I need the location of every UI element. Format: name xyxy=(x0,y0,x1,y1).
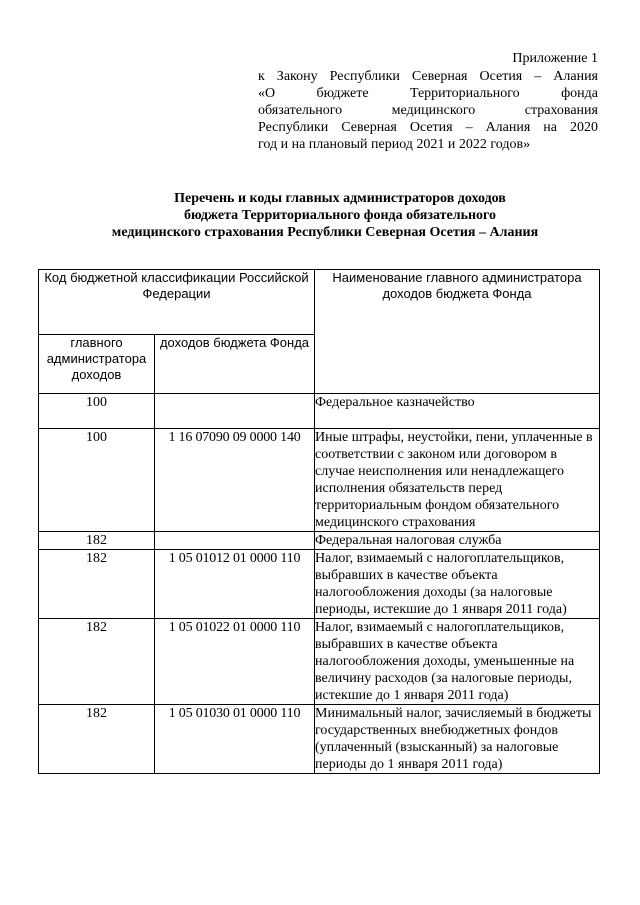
table-row xyxy=(39,619,600,705)
admin-code-cell: 182 xyxy=(39,532,155,550)
admin-code-cell: 100 xyxy=(39,394,155,429)
administrators-table xyxy=(38,269,600,774)
appendix-title: Приложение 1 xyxy=(512,51,598,66)
header-fund-income: доходов бюджета Фонда xyxy=(155,335,315,394)
appendix-line: «О бюджете Территориального фонда xyxy=(258,86,598,101)
admin-code-cell: 182 xyxy=(39,619,155,705)
income-code-cell: 1 05 01012 01 0000 110 xyxy=(155,550,315,619)
administrator-name-cell: Иные штрафы, неустойки, пени, уплаченные в соответствии с законом или договором в случае неисполнения или ненадлежащего исполнения обязательств перед территориальным фондом обязательного медицинского страхования xyxy=(315,429,600,532)
table-row xyxy=(39,550,600,619)
administrator-name-cell: Минимальный налог, зачисляемый в бюджеты государственных внебюджетных фондов (уплаченный (взысканный) за налоговые периоды до 1 января 2011 года) xyxy=(315,705,600,774)
appendix-line: к Закону Республики Северная Осетия – Алания xyxy=(258,69,598,84)
income-code-cell xyxy=(155,532,315,550)
header-administrator-name: Наименование главного администратора доходов бюджета Фонда xyxy=(315,270,600,394)
admin-code-cell: 100 xyxy=(39,429,155,532)
admin-code-cell: 182 xyxy=(39,705,155,774)
table-row xyxy=(39,532,600,550)
administrator-name-cell: Налог, взимаемый с налогоплательщиков, выбравших в качестве объекта налогообложения доходы, уменьшенные на величину расходов (за налоговые периоды, истекшие до 1 января 2011 года) xyxy=(315,619,600,705)
administrator-name-cell: Налог, взимаемый с налогоплательщиков, выбравших в качестве объекта налогообложения доходы (за налоговые периоды, истекшие до 1 января 2011 года) xyxy=(315,550,600,619)
document-title-line: Перечень и коды главных администраторов доходов xyxy=(174,191,506,206)
appendix-line: обязательного медицинского страхования xyxy=(258,103,598,118)
header-budget-classification: Код бюджетной классификации Российской Федерации xyxy=(39,270,315,335)
income-code-cell: 1 05 01030 01 0000 110 xyxy=(155,705,315,774)
income-code-cell xyxy=(155,394,315,429)
document-title-line: бюджета Территориального фонда обязательного xyxy=(183,208,497,223)
header-main-administrator: главного администратора доходов xyxy=(39,335,155,394)
table-row xyxy=(39,429,600,532)
admin-code-cell: 182 xyxy=(39,550,155,619)
income-code-cell: 1 16 07090 09 0000 140 xyxy=(155,429,315,532)
document-title xyxy=(40,190,640,241)
table-row xyxy=(39,705,600,774)
administrator-name-cell: Федеральное казначейство xyxy=(315,394,600,429)
income-code-cell: 1 05 01022 01 0000 110 xyxy=(155,619,315,705)
appendix-line: Республики Северная Осетия – Алания на 2020 xyxy=(258,120,598,135)
appendix-header xyxy=(258,50,598,153)
administrator-name-cell: Федеральная налоговая служба xyxy=(315,532,600,550)
table-row xyxy=(39,394,600,429)
appendix-line: год и на плановый период 2021 и 2022 годов» xyxy=(258,137,531,152)
document-title-line: медицинского страхования Республики Северная Осетия – Алания xyxy=(111,225,539,240)
